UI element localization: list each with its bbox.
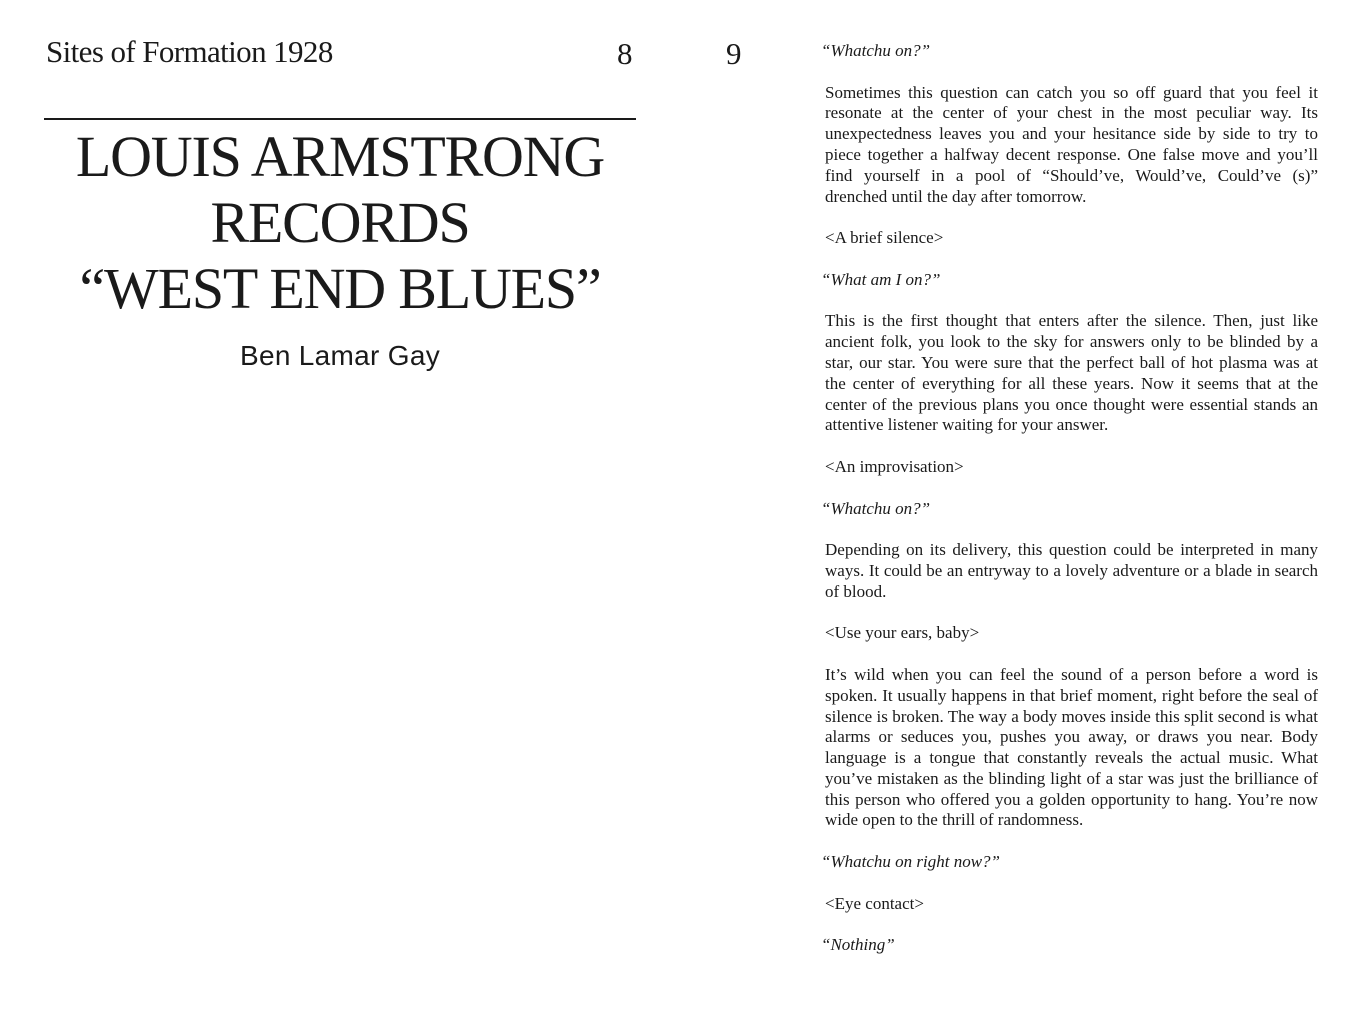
paragraph: Sometimes this question can catch you so off guard that you feel it resonate at the center of your chest in the most peculiar way. Its unexpectedness leaves you and your hesitance side by side to try to piece together a halfway decent response. One false move and you’ll find yourself in a pool of “Should’ve, Would’ve, Could’ve (s)” drenched until the day after tomorrow. (825, 82, 1318, 206)
dialogue-line: “Whatchu on?” (821, 498, 931, 518)
dialogue-line: “Whatchu on right now?” (821, 852, 1000, 872)
body-text (820, 41, 1318, 956)
right-page (681, 0, 1362, 1018)
stage-direction: <A brief silence> (825, 228, 944, 248)
page-number-left: 8 (617, 36, 633, 71)
stage-direction: <Use your ears, baby> (825, 623, 980, 643)
paragraph: This is the first thought that enters after the silence. Then, just like ancient folk, you look to the sky for answers only to be blinded by a star, our star. You were sure that the perfect ball of hot plasma was at the center of everything for all these years. Now it seems that at the center of the previous plans you once thought were essential stands an attentive listener waiting for your answer. (825, 311, 1318, 435)
page-number-right: 9 (726, 36, 742, 71)
stage-direction: <Eye contact> (825, 893, 924, 913)
author-name: Ben Lamar Gay (240, 340, 440, 371)
stage-direction: <An improvisation> (825, 456, 964, 476)
header-rule (44, 118, 636, 120)
dialogue-line: “Nothing” (821, 935, 895, 955)
paragraph: It’s wild when you can feel the sound of a person before a word is spoken. It usually happens in that brief moment, right before the seal of silence is broken. The way a body moves inside this split second is what alarms or seduces you, pushes you away, or draws you near. Body language is a tongue that constantly reveals the actual music. What you’ve mistaken as the blinding light of a star was just the brilliance of this person who offered you a golden opportunity to hang. You’re now wide open to the thrill of randomness. (825, 664, 1318, 830)
dialogue-line: “What am I on?” (821, 269, 941, 289)
chapter-title (44, 124, 636, 322)
running-head: Sites of Formation 1928 (46, 34, 333, 69)
title-line-1: LOUIS ARMSTRONG (75, 124, 605, 189)
title-line-3: “WEST END BLUES” (79, 256, 601, 321)
dialogue-line: “Whatchu on?” (821, 41, 931, 60)
title-line-2: RECORDS (210, 190, 470, 255)
paragraph: Depending on its delivery, this question could be interpreted in many ways. It could be an entryway to a lovely adventure or a blade in search of blood. (825, 540, 1318, 601)
